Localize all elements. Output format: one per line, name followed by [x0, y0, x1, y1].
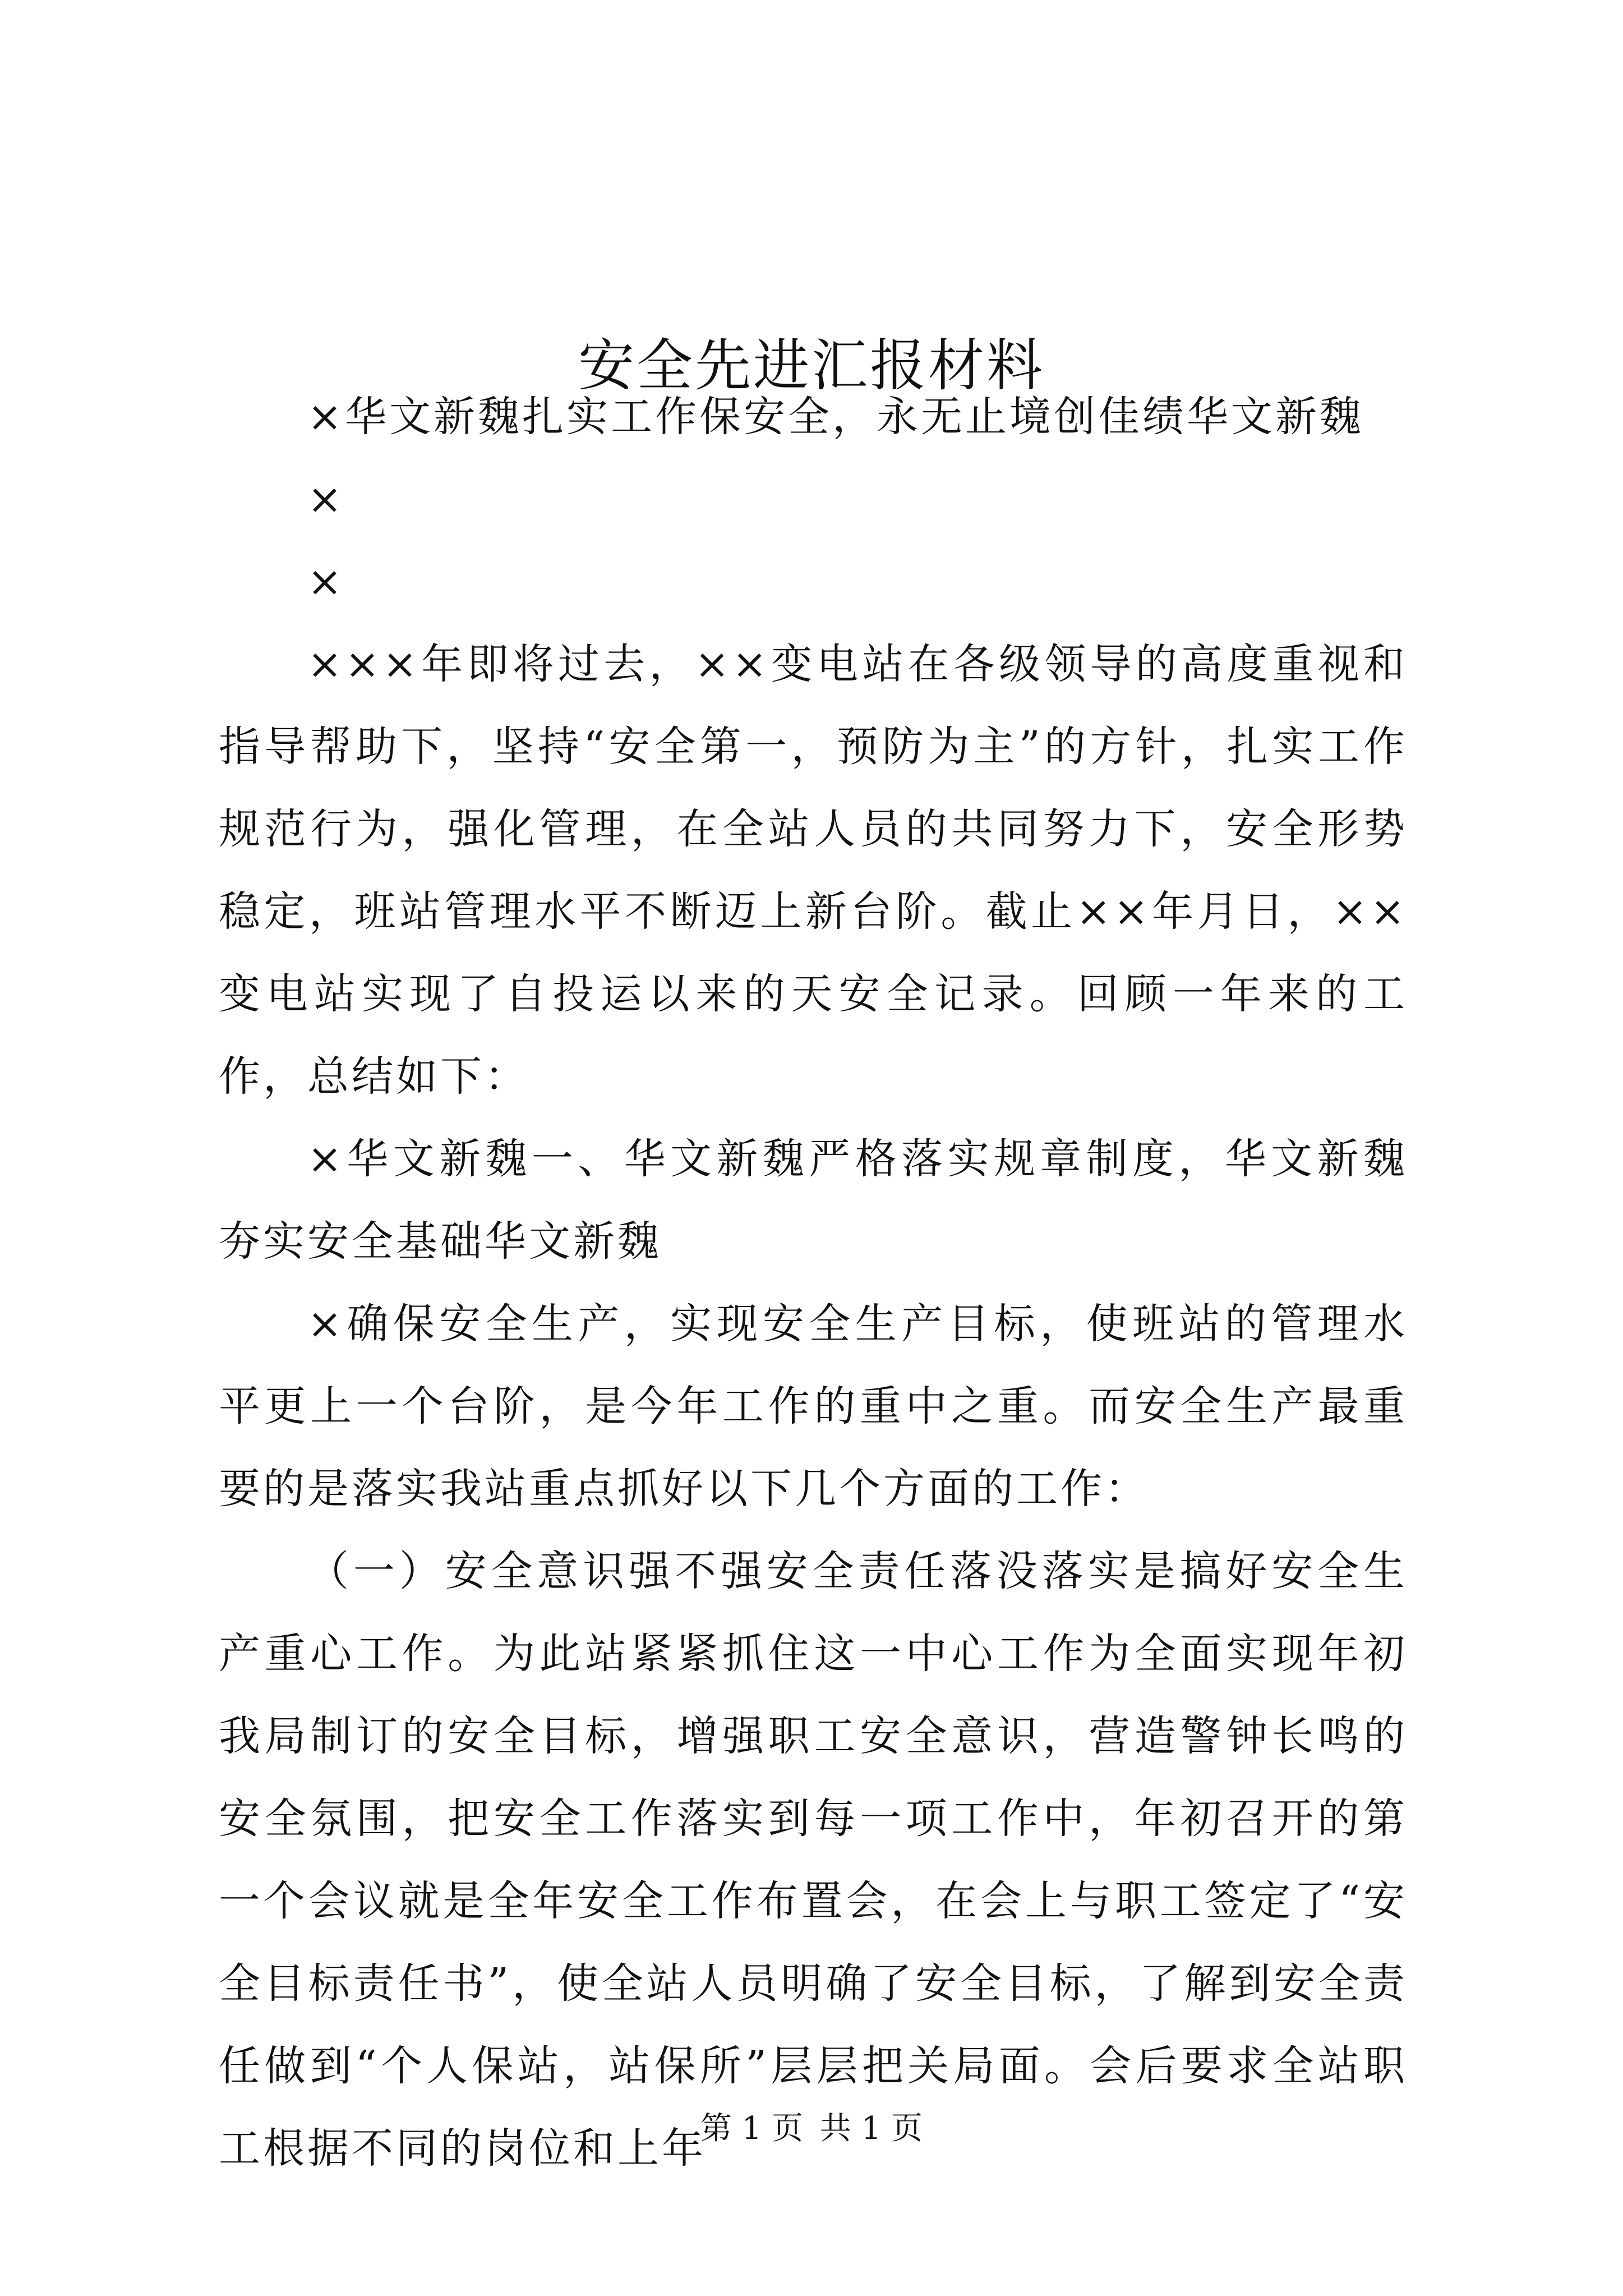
marker-line: × [307, 558, 345, 606]
section-heading: ×华文新魏一、华文新魏严格落实规章制度，华文新魏夯实安全基础华文新魏 [219, 1135, 1408, 1266]
page-number: 第 1 页 [700, 2110, 804, 2147]
page-footer [0, 2106, 1623, 2151]
document-body [219, 376, 1408, 2190]
marker-line: × [307, 475, 345, 523]
body-paragraph: （一）安全意识强不强安全责任落没落实是搞好安全生产重心工作。为此站紧紧抓住这一中心工作为全面实现年初我局制订的安全目标，增强职工安全意识，营造警钟长鸣的安全氛围，把安全工作落实到每一项工作中，年初召开的第一个会议就是全年安全工作布置会，在会上与职工签定了“安全目标责任书”，使全站人员明确了安全目标，了解到安全责任做到“个人保站，站保所”层层把关局面。会后要求全站职工根据不同的岗位和上年 [219, 1547, 1408, 2173]
document-title: 安全先进汇报材料 [578, 333, 1045, 398]
subtitle-line: ×华文新魏扎实工作保安全，永无止境创佳绩华文新魏 [307, 393, 1364, 441]
page-total: 共 1 页 [819, 2110, 923, 2147]
body-paragraph: ×××年即将过去，××变电站在各级领导的高度重视和指导帮助下，坚持“安全第一，预防为主”的方针，扎实工作规范行为，强化管理，在全站人员的共同努力下，安全形势稳定，班站管理水平不断迈上新台阶。截止××年月日，××变电站实现了自投运以来的天安全记录。回顾一年来的工作，总结如下： [219, 640, 1408, 1101]
body-paragraph: ×确保安全生产，实现安全生产目标，使班站的管理水平更上一个台阶，是今年工作的重中之重。而安全生产最重要的是落实我站重点抓好以下几个方面的工作： [219, 1300, 1408, 1513]
